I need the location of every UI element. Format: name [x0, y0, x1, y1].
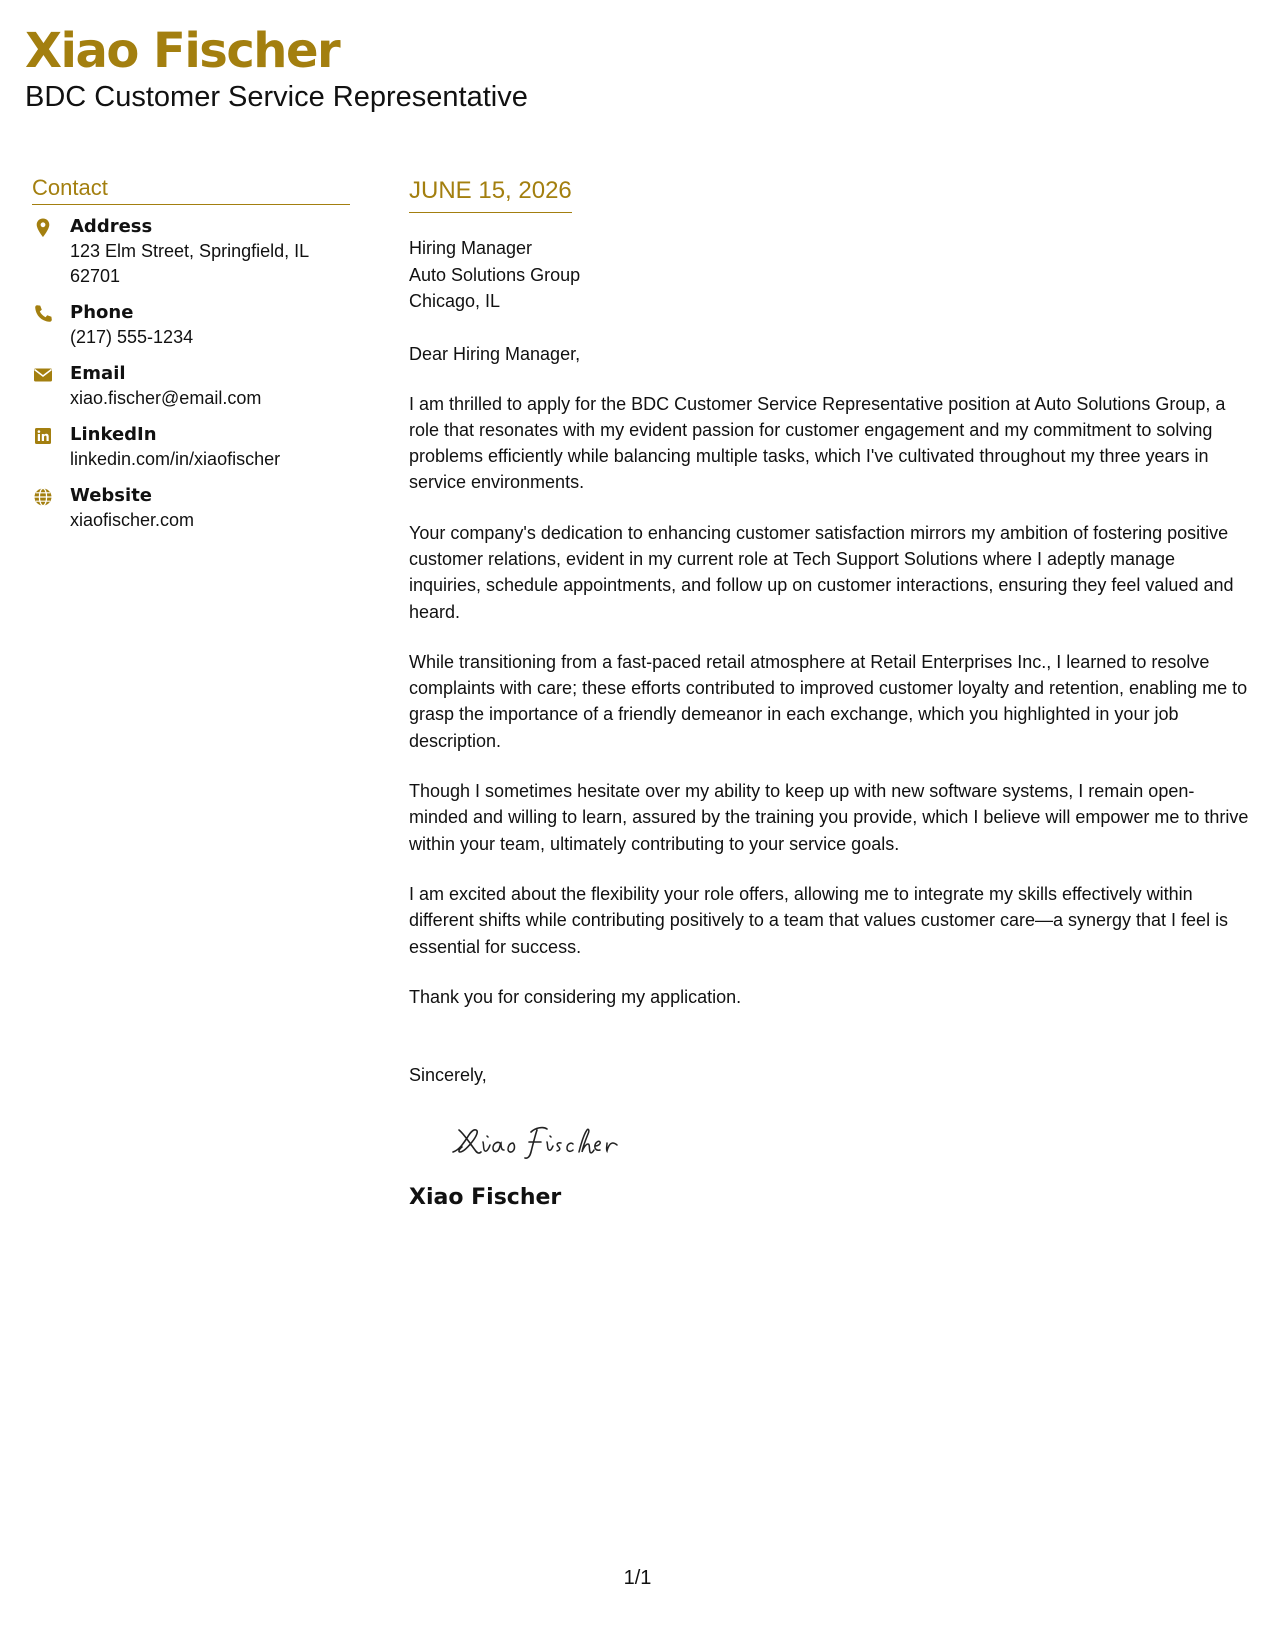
handwritten-signature: [445, 1116, 645, 1166]
header: [25, 22, 528, 114]
page-number: 1/1: [623, 1567, 652, 1589]
recipient-block: [409, 235, 1249, 315]
letter-date: JUNE 15, 2026: [409, 176, 572, 213]
applicant-name: Xiao Fischer: [25, 23, 340, 79]
map-marker-icon: [32, 217, 54, 239]
recipient-line: Hiring Manager: [409, 238, 533, 258]
envelope-icon: [32, 364, 54, 386]
letter-paragraph: I am excited about the flexibility your role offers, allowing me to integrate my skills effectively within different shifts while contributing positively to a team that values customer care—a synergy that I feel is essential for success.: [409, 883, 1229, 957]
letter-paragraph: Though I sometimes hesitate over my ability to keep up with new software systems, I remain open-minded and willing to learn, assured by the training you provide, which I believe will empower me to thrive within your team, ultimately contributing to your service goals.: [409, 781, 1249, 854]
phone-label: Phone: [70, 302, 134, 323]
phone-icon: [32, 303, 54, 325]
contact-list: [32, 215, 350, 533]
letter-paragraph: Thank you for considering my application.: [409, 986, 742, 1007]
linkedin-value: linkedin.com/in/xiaofischer: [70, 449, 281, 469]
contact-address: [32, 215, 350, 289]
letter-paragraph: Your company's dedication to enhancing customer satisfaction mirrors my ambition of fostering positive customer relations, evident in my current role at Tech Support Solutions where I adeptly manage inquiries, schedule appointments, and follow up on customer interactions, ensuring they feel valued and heard.: [409, 522, 1234, 622]
cover-letter: [409, 176, 1249, 1212]
email-label: Email: [70, 363, 126, 384]
linkedin-icon: [32, 425, 54, 447]
contact-phone: [32, 301, 350, 350]
letter-paragraph: I am thrilled to apply for the BDC Customer Service Representative position at Auto Solutions Group, a role that resonates with my evident passion for customer engagement and my commitment to solving problems efficiently while balancing multiple tasks, which I've cultivated throughout my three years in service environments.: [409, 393, 1226, 493]
contact-heading: Contact: [32, 174, 350, 205]
email-value: xiao.fischer@email.com: [70, 388, 262, 408]
letter-paragraph: While transitioning from a fast-paced retail atmosphere at Retail Enterprises Inc., I learned to resolve complaints with care; these efforts contributed to improved customer loyalty and retention, enabling me to grasp the importance of a friendly demeanor in each exchange, which you highlighted in your job description.: [409, 651, 1248, 751]
closing: Sincerely,: [409, 1065, 487, 1086]
linkedin-label: LinkedIn: [70, 424, 157, 445]
contact-sidebar: [32, 174, 350, 545]
phone-value: (217) 555-1234: [70, 327, 194, 347]
contact-email: [32, 362, 350, 411]
signed-name: Xiao Fischer: [409, 1185, 562, 1211]
address-label: Address: [70, 216, 153, 237]
recipient-line: Auto Solutions Group: [409, 264, 581, 285]
address-value: 123 Elm Street, Springfield, IL 62701: [70, 241, 309, 286]
job-title: BDC Customer Service Representative: [25, 81, 528, 113]
globe-icon: [32, 486, 54, 508]
website-value: xiaofischer.com: [70, 510, 195, 530]
contact-linkedin: [32, 423, 350, 472]
salutation: Dear Hiring Manager,: [409, 343, 581, 364]
contact-website: [32, 484, 350, 533]
website-label: Website: [70, 485, 153, 506]
recipient-line: Chicago, IL: [409, 291, 501, 311]
